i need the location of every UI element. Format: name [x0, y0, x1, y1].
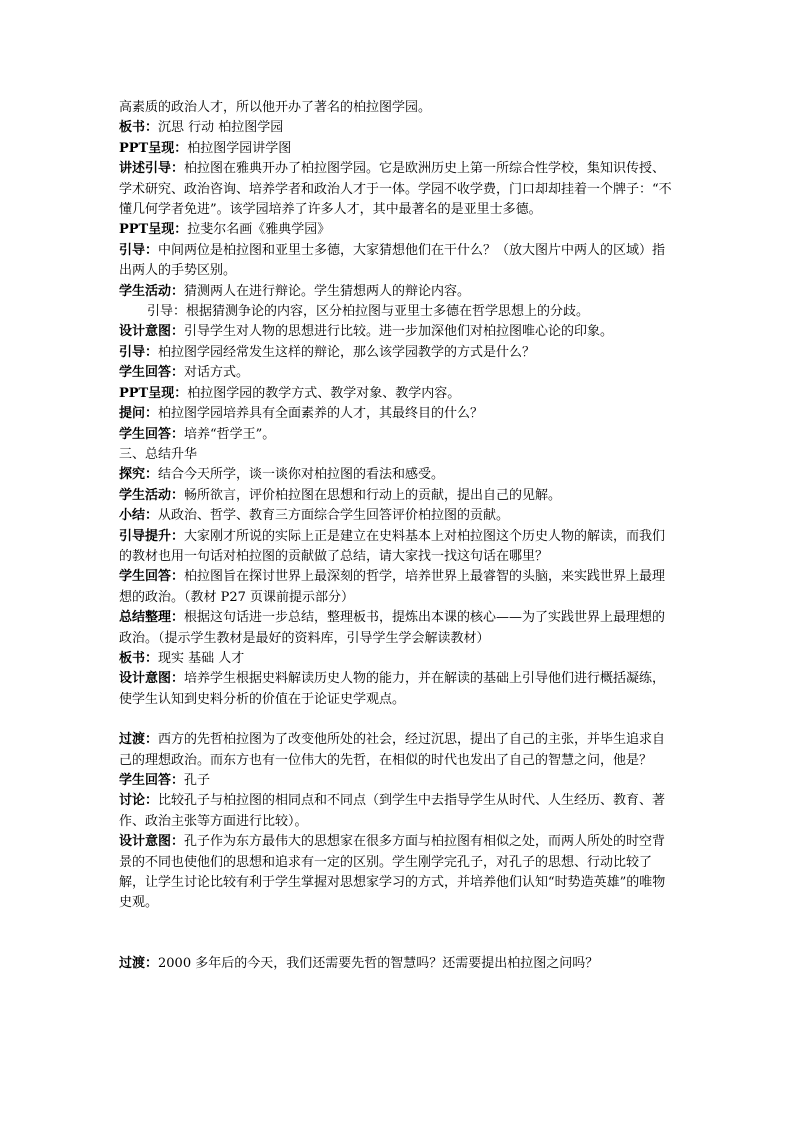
paragraph: [119, 567, 675, 608]
paragraph: [119, 465, 675, 485]
paragraph-label: 学生回答：: [119, 569, 185, 585]
paragraph-text: 引导学生对人物的思想进行比较。进一步加深他们对柏拉图唯心论的印象。: [184, 324, 614, 340]
paragraph: [119, 363, 675, 383]
paragraph: [119, 241, 675, 282]
paragraph-text: 根据这句话进一步总结，整理板书，提炼出本课的核心——为了实践世界上最理想的政治。（提示学生教材是最好的资料库，引导学生学会解读教材）: [119, 610, 666, 646]
paragraph: [119, 506, 675, 526]
paragraph-label: 设计意图：: [119, 671, 185, 687]
document-page: [119, 98, 675, 974]
blank-line: [119, 914, 675, 954]
paragraph-label: 学生回答：: [119, 773, 185, 788]
paragraph-label: PPT呈现：: [119, 140, 188, 156]
paragraph: [119, 322, 675, 342]
paragraph-text: 对话方式。: [184, 365, 250, 381]
paragraph: [119, 282, 675, 302]
paragraph: [119, 220, 675, 240]
paragraph-text: 西方的先哲柏拉图为了改变他所处的社会，经过沉思，提出了自己的主张，并毕生追求自己的理想政治。而东方也有一位伟大的先哲，在相似的时代也发出了自己的智慧之问，他是？: [119, 732, 666, 768]
paragraph: [119, 425, 675, 445]
paragraph: [119, 118, 675, 138]
paragraph-label: 板书：: [119, 650, 159, 666]
paragraph-text: 孔子作为东方最伟大的思想家在很多方面与柏拉图有相似之处，而两人所处的时空背景的不同也使他们的思想和追求有一定的区别。学生刚学完孔子，对孔子的思想、行动比较了解，让学生讨论比较有利于学生掌握对思想家学习的方式，并培养他们认知“时势造英雄”的唯物史观。: [119, 834, 666, 911]
paragraph: [119, 791, 675, 832]
paragraph: [119, 730, 675, 771]
paragraph: [119, 486, 675, 506]
paragraph-text: 猜测两人在进行辩论。学生猜想两人的辩论内容。: [184, 283, 471, 299]
paragraph-text: 孔子: [184, 773, 211, 788]
paragraph: [119, 404, 675, 424]
paragraph: [119, 608, 675, 649]
section-heading: [119, 445, 675, 465]
paragraph-text: 高素质的政治人才，所以他开办了著名的柏拉图学园。: [119, 100, 432, 115]
paragraph-text: 畅所欲言，评价柏拉图在思想和行动上的贡献，提出自己的见解。: [184, 487, 562, 503]
paragraph-text: 大家刚才所说的实际上正是建立在史料基本上对柏拉图这个历史人物的解读，而我们的教材也用一句话对柏拉图的贡献做了总结，请大家找一找这句话在哪里？: [119, 528, 666, 564]
paragraph: [119, 649, 675, 669]
paragraph-text: 柏拉图旨在探讨世界上最深刻的哲学，培养世界上最睿智的头脑，来实践世界上最理想的政治。（教材 P27 页课前提示部分）: [119, 569, 666, 605]
paragraph-text: 引导：根据猜测争论的内容，区分柏拉图与亚里士多德在哲学思想上的分歧。: [147, 304, 590, 320]
paragraph: [119, 771, 675, 791]
paragraph-label: PPT呈现：: [119, 222, 188, 238]
paragraph-label: 过渡：: [119, 732, 159, 748]
paragraph-label: PPT呈现：: [119, 385, 188, 401]
paragraph-text: 培养学生根据史料解读历史人物的能力，并在解读的基础上引导他们进行概括凝练，使学生认知到史料分析的价值在于论证史学观点。: [119, 671, 666, 707]
paragraph: [119, 302, 675, 322]
paragraph-label: 设计意图：: [119, 324, 185, 340]
paragraph-label: 引导：: [119, 242, 159, 258]
paragraph-text: 沉思 行动 柏拉图学园: [158, 120, 284, 136]
paragraph: [119, 669, 675, 710]
paragraph-text: 中间两位是柏拉图和亚里士多德，大家猜想他们在干什么？（放大图片中两人的区域）指出两人的手势区别。: [119, 242, 666, 279]
paragraph-text: 比较孔子与柏拉图的相同点和不同点（到学生中去指导学生从时代、人生经历、教育、著作、政治主张等方面进行比较）。: [119, 793, 666, 829]
paragraph-label: 学生回答：: [119, 365, 185, 381]
paragraph: [119, 343, 675, 363]
paragraph-label: 设计意图：: [119, 834, 185, 850]
paragraph-label: 讲述引导：: [119, 161, 185, 177]
paragraph-text: 柏拉图在雅典开办了柏拉图学园。它是欧洲历史上第一所综合性学校，集知识传授、学术研究、政治咨询、培养学者和政治人才于一体。学园不收学费，门口却却挂着一个牌子：“不懂几何学者免进”。该学园培养了许多人才，其中最著名的是亚里士多德。: [119, 161, 672, 218]
paragraph-label: 学生活动：: [119, 283, 185, 299]
paragraph: [119, 159, 675, 220]
paragraph-text: 柏拉图学园经常发生这样的辩论，那么该学园教学的方式是什么？: [158, 344, 536, 360]
paragraph: [119, 527, 675, 568]
paragraph-label: 提问：: [119, 406, 159, 422]
paragraph-text: 柏拉图学园讲学图: [187, 140, 292, 156]
paragraph: [119, 98, 675, 118]
paragraph-text: 柏拉图学园的教学方式、教学对象、教学内容。: [187, 385, 461, 401]
paragraph: [119, 954, 675, 974]
paragraph-label: 讨论：: [119, 793, 159, 809]
paragraph: [119, 832, 675, 914]
paragraph-text: 现实 基础 人才: [158, 650, 245, 666]
paragraph-label: 小结：: [119, 508, 159, 524]
paragraph-label: 探究：: [119, 467, 159, 483]
paragraph-label: 引导：: [119, 344, 159, 360]
paragraph-text: 2000 多年后的今天，我们还需要先哲的智慧吗？还需要提出柏拉图之问吗？: [158, 955, 599, 971]
section-heading-text: 三、总结升华: [119, 446, 198, 462]
paragraph-label: 过渡：: [119, 955, 159, 971]
paragraph-text: 结合今天所学，谈一谈你对柏拉图的看法和感受。: [158, 467, 445, 483]
paragraph-label: 总结整理：: [119, 610, 185, 626]
paragraph-text: 拉斐尔名画《雅典学园》: [187, 222, 331, 238]
blank-line: [119, 710, 675, 730]
paragraph-text: 培养“哲学王”。: [184, 426, 276, 442]
paragraph-label: 引导提升：: [119, 528, 185, 544]
paragraph-label: 板书：: [119, 120, 159, 136]
paragraph-text: 从政治、哲学、教育三方面综合学生回答评价柏拉图的贡献。: [158, 508, 510, 524]
paragraph: [119, 139, 675, 159]
paragraph: [119, 384, 675, 404]
paragraph-label: 学生活动：: [119, 487, 185, 503]
paragraph-label: 学生回答：: [119, 426, 185, 442]
paragraph-text: 柏拉图学园培养具有全面素养的人才，其最终目的什么？: [158, 406, 484, 422]
